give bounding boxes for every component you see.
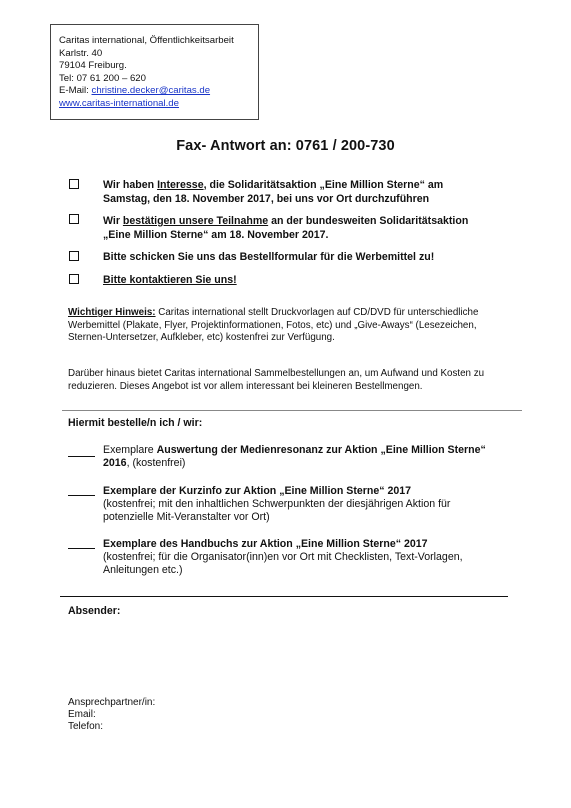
divider-bottom — [60, 596, 508, 597]
address-web-line — [59, 98, 258, 111]
order-item-handbook-rest: (kostenfrei; für die Organisator(inn)en vor Ort mit Checklisten, Text-Vorlagen, Anleitungen etc.) — [103, 551, 463, 576]
checkbox-contact[interactable] — [69, 274, 79, 284]
order-heading: Hiermit bestelle/n ich / wir: — [68, 417, 203, 429]
important-note — [68, 307, 508, 345]
order-item-handbook — [103, 538, 503, 577]
email-link[interactable]: christine.decker@caritas.de — [91, 85, 211, 96]
order-item-shortinfo-bold: Exemplare der Kurzinfo zur Aktion „Eine Million Sterne“ 2017 — [103, 485, 412, 497]
order-item-handbook-bold: Exemplare des Handbuchs zur Aktion „Eine Million Sterne“ 2017 — [103, 538, 428, 550]
option-contact: Bitte kontaktieren Sie uns! — [103, 274, 237, 286]
quantity-blank-3[interactable] — [68, 548, 95, 549]
option-participation — [103, 214, 503, 242]
address-street: Karlstr. 40 — [59, 47, 103, 59]
checkbox-participation[interactable] — [69, 214, 79, 224]
address-city: 79104 Freiburg. — [59, 60, 127, 71]
option-participation-line2: „Eine Million Sterne“ am 18. November 2017. — [103, 229, 329, 241]
contact-person-label: Ansprechpartner/in: — [68, 697, 156, 708]
important-note-text2: Darüber hinaus bietet Caritas international Sammelbestellungen an, um Aufwand und Kosten zu reduzieren. Dieses Angebot ist vor allem interessant bei kleineren Bestellmengen. — [68, 368, 485, 392]
option-interest-pre: Wir haben — [103, 179, 158, 191]
sender-heading: Absender: — [68, 605, 121, 617]
important-note-label: Wichtiger Hinweis: — [68, 307, 156, 318]
address-box — [50, 24, 259, 120]
order-item-media-tail: , (kostenfrei) — [126, 457, 186, 469]
contact-email-label: Email: — [68, 709, 96, 721]
fax-title: Fax- Antwort an: 0761 / 200-730 — [176, 138, 395, 154]
order-item-shortinfo — [103, 485, 503, 524]
divider-top — [62, 410, 522, 411]
option-participation-pre: Wir — [103, 215, 123, 227]
order-item-shortinfo-rest: (kostenfrei; mit den inhaltlichen Schwerpunkten der diesjährigen Aktion für potenzielle Mit-Veranstalter vor Ort) — [103, 498, 451, 523]
order-item-media-bold: Auswertung der Medienresonanz zur Aktion „Eine Million Sterne“ 2016 — [103, 444, 486, 469]
contact-phone-label: Telefon: — [68, 721, 104, 733]
address-email-line — [59, 85, 258, 98]
order-item-media-plain: Exemplare — [103, 444, 157, 456]
option-interest-underlined: Interesse — [157, 179, 204, 191]
important-note-text: Caritas international stellt Druckvorlagen auf CD/DVD für unterschiedliche Werbemittel (Plakate, Flyer, Projektinformationen, Fotos, etc) und „Give-Aways“ (Lesezeichen, Sternen-Untersetzer, Aufkleber, etc) kostenfrei zur Verfügung. — [68, 307, 479, 343]
option-order-form: Bitte schicken Sie uns das Bestellformular für die Werbemittel zu! — [103, 251, 435, 263]
website-link[interactable]: www.caritas-international.de — [59, 97, 179, 109]
contact-fields — [68, 697, 155, 734]
checkbox-interest[interactable] — [69, 179, 79, 189]
option-participation-underlined: bestätigen unsere Teilnahme — [122, 215, 269, 227]
checkbox-order-form[interactable] — [69, 251, 79, 261]
option-interest-line2: Samstag, den 18. November 2017, bei uns vor Ort durchzuführen — [103, 193, 430, 205]
quantity-blank-2[interactable] — [68, 495, 95, 496]
order-item-media — [103, 444, 503, 470]
option-interest-post: , die Solidaritätsaktion „Eine Million Sterne“ am — [203, 179, 444, 191]
address-tel: Tel: 07 61 200 – 620 — [59, 72, 146, 84]
quantity-blank-1[interactable] — [68, 456, 95, 457]
option-participation-post: an der bundesweiten Solidaritätsaktion — [268, 215, 469, 227]
option-interest — [103, 178, 503, 206]
address-org: Caritas international, Öffentlichkeitsarbeit — [59, 35, 234, 46]
email-label: E-Mail: — [59, 85, 92, 96]
